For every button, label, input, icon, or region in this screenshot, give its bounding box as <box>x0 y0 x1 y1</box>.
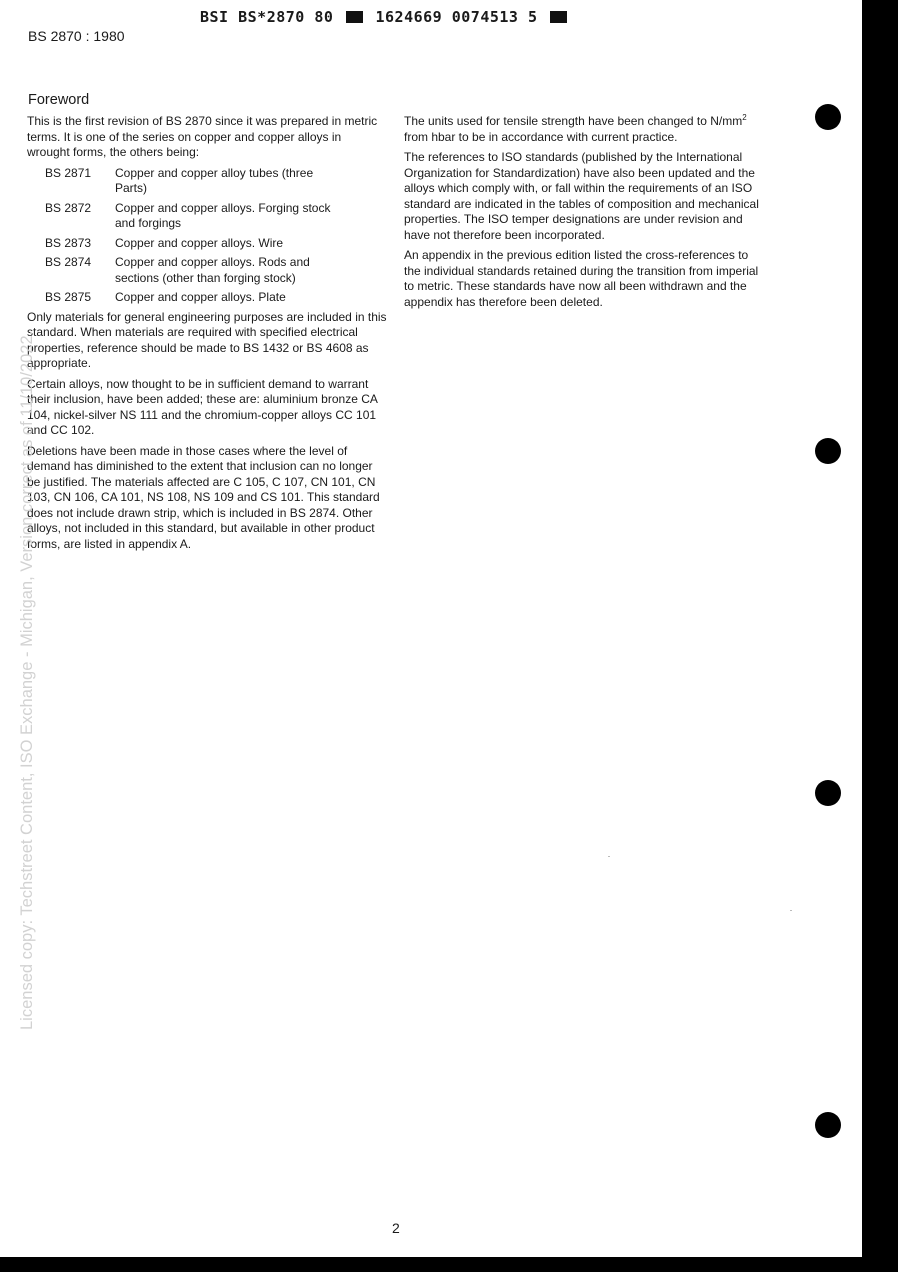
series-code: BS 2871 <box>45 165 92 180</box>
license-watermark: Licensed copy: Techstreet Content, ISO Exchange - Michigan, Version correct as of 11/10/2022. <box>18 330 36 1030</box>
series-code: BS 2875 <box>45 290 92 304</box>
document-code-part1: BSI BS*2870 80 <box>200 8 334 26</box>
code-block-mark <box>550 11 567 23</box>
series-title: Copper and copper alloys. Rods and sections (other than forging stock) <box>115 255 310 285</box>
series-list <box>27 166 387 306</box>
foreword-intro: This is the first revision of BS 2870 since it was prepared in metric terms. It is one of the series on copper and copper alloys in wrought forms, the others being: <box>27 114 378 159</box>
series-item <box>27 255 387 286</box>
scan-edge-right <box>862 0 898 1272</box>
para-added-alloys: Certain alloys, now thought to be in sufficient demand to warrant their inclusion, have been added; these are: aluminium bronze CA 104, nickel-silver NS 111 and the chromium-copper alloys CC 101 and CC 102. <box>27 376 378 437</box>
para-units-after: from hbar to be in accordance with current practice. <box>404 129 678 144</box>
foreword-right-column <box>404 114 764 315</box>
foreword-heading: Foreword <box>28 92 90 108</box>
document-reference: BS 2870 : 1980 <box>28 28 125 44</box>
punch-hole <box>815 780 841 806</box>
series-item <box>27 201 387 232</box>
scan-speck <box>608 856 610 857</box>
series-code: BS 2874 <box>45 255 92 269</box>
series-title: Copper and copper alloys. Wire <box>115 235 284 250</box>
para-appendix: An appendix in the previous edition listed the cross-references to the individual standards retained during the transition from imperial to metric. These standards have now all been withdrawn and the appendix has therefore been deleted. <box>404 248 759 309</box>
punch-hole <box>815 104 841 130</box>
series-title: Copper and copper alloys. Forging stock and forgings <box>115 200 331 230</box>
series-item <box>27 236 387 252</box>
series-code: BS 2872 <box>45 200 92 215</box>
punch-hole <box>815 438 841 464</box>
code-block-mark <box>346 11 363 23</box>
para-deletions: Deletions have been made in those cases where the level of demand has diminished to the extent that inclusion can no longer be justified. The materials affected are C 105, C 107, CN 101, CN 103, CN 106, CA 101, NS 108, NS 109 and CS 101. This standard does not include drawn strip, which is included in BS 2874. Other alloys, not included in this standard, but available in other product forms, are listed in appendix A. <box>27 443 380 551</box>
document-code-header <box>200 8 570 26</box>
para-units <box>404 114 764 145</box>
document-code-part2: 1624669 0074513 5 <box>375 8 538 26</box>
punch-hole <box>815 1112 841 1138</box>
scan-speck <box>790 910 792 911</box>
para-units-before: The units used for tensile strength have been changed to N/mm <box>404 114 743 128</box>
page-number: 2 <box>392 1220 400 1236</box>
series-item <box>27 166 387 197</box>
foreword-left-column <box>27 114 387 557</box>
series-title: Copper and copper alloy tubes (three Parts) <box>115 165 314 195</box>
para-materials: Only materials for general engineering purposes are included in this standard. When materials are required with specified electrical properties, reference should be made to BS 1432 or BS 4608 as appropriate. <box>27 309 387 370</box>
series-title: Copper and copper alloys. Plate <box>115 290 286 304</box>
series-item <box>27 290 387 306</box>
para-iso: The references to ISO standards (published by the International Organization for Standardization) have also been updated and the alloys which comply with, or fall within the requirements of an ISO standard are indicated in the tables of composition and mechanical properties. The ISO temper designations are under revision and have not therefore been incorporated. <box>404 150 759 242</box>
para-units-superscript: 2 <box>742 113 747 122</box>
series-code: BS 2873 <box>45 235 92 250</box>
scan-edge-bottom <box>0 1257 898 1272</box>
